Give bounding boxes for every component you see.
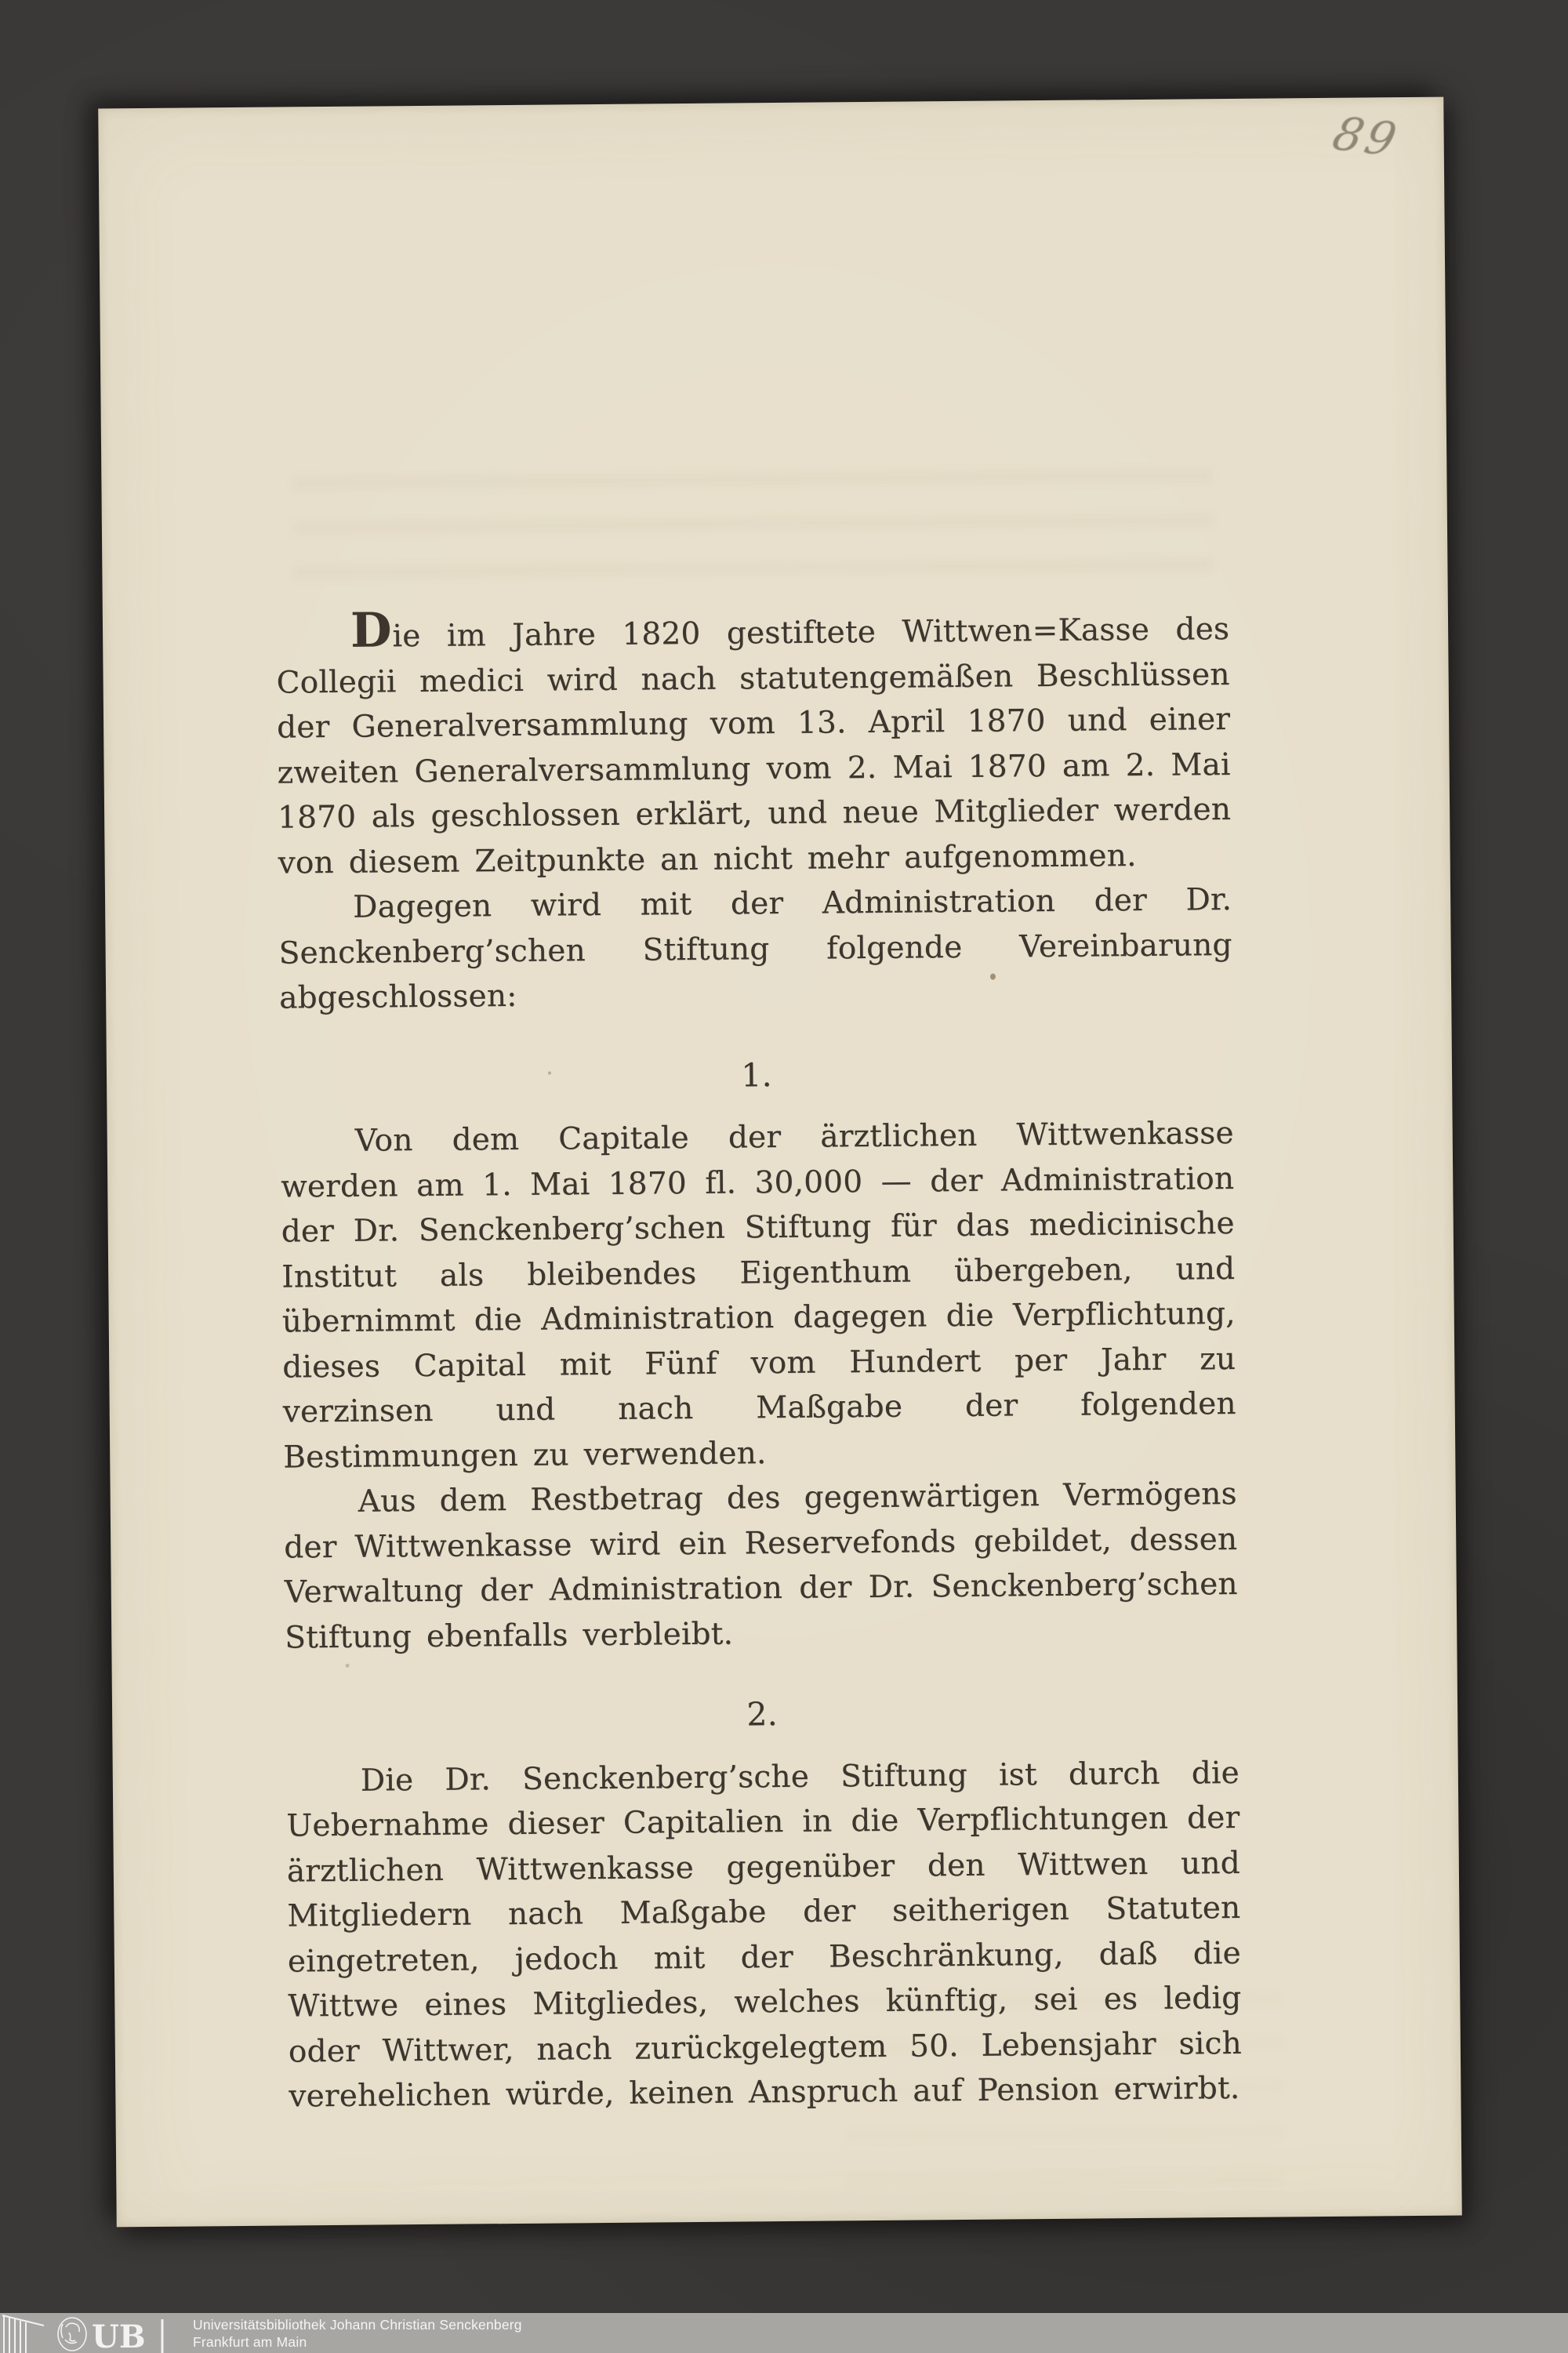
paper-speck [990,974,996,980]
paragraph-opening: Die im Jahre 1820 gestiftete Wittwen=Kasse des Collegii medici wird nach statutengemäßen Beschlüssen der Generalversammlung vom 13. April 1870 und einer zweiten Generalversammlung vom 2. Mai 1870 am 2. Mai 1870 als geschlossen erklärt, und neue Mitglieder werden von diesem Zeitpunkte an nicht mehr aufgenommen. [276,602,1232,881]
paper-speck [346,1664,350,1668]
library-footer-bar [0,2313,1568,2353]
library-footer-text [193,2316,522,2351]
library-name: Universitätsbibliothek Johann Christian Senckenberg [193,2316,522,2333]
ub-logo-acronym: UB [92,2319,146,2353]
ink-bleedthrough-top [292,453,1214,601]
paper-speck [548,1072,551,1075]
paragraph-section2-obligations: Die Dr. Senckenberg’sche Stiftung ist durch die Uebernahme dieser Capitalien in die Verpflichtungen der ärztlichen Wittwenkasse gegenüber den Wittwen und Mitgliedern nach Maßgabe der seitherigen Statuten eingetreten, jedoch mit der Beschränkung, daß die Wittwe eines Mitgliedes, welches künftig, sei es ledig oder Wittwer, nach zurückgelegtem 50. Lebensjahr sich verehelichen würde, keinen Anspruch auf Pension erwirbt. [286,1755,1243,2115]
pencil-page-number: 89 [1327,107,1405,167]
document-page [98,97,1462,2228]
section-number-1: 1. [741,1055,773,1094]
paragraph-section1-reservefonds: Aus dem Restbetrag des gegenwärtigen Vermögens der Wittwenkasse wird ein Reservefonds gebildet, dessen Verwaltung der Administration der Dr. Senckenberg’schen Stiftung ebenfalls verbleibt. [284,1476,1238,1656]
paragraph-section1-capital: Von dem Capitale der ärztlichen Wittwenkasse werden am 1. Mai 1870 fl. 30,000 — der Administration der Dr. Senckenberg’schen Stiftung für das medicinische Institut als bleibendes Eigenthum übergeben, und übernimmt die Administration dagegen die Verpflichtung, dieses Capital mit Fünf vom Hundert per Jahr zu verzinsen und nach Maßgabe der folgenden Bestimmungen zu verwenden. [281,1115,1236,1476]
paragraph-agreement-intro: Dagegen wird mit der Administration der Dr. Senckenberg’schen Stiftung folgende Vereinbarung abgeschlossen: [278,881,1232,1016]
senckenberg-portrait-icon [58,2318,86,2351]
section-number-2: 2. [746,1695,779,1734]
document-text-block [276,602,1243,2119]
ub-logo-graphic [0,2313,171,2353]
library-city: Frankfurt am Main [193,2333,307,2350]
ub-logo [0,2313,171,2353]
logo-spine-lines [2,2315,44,2353]
